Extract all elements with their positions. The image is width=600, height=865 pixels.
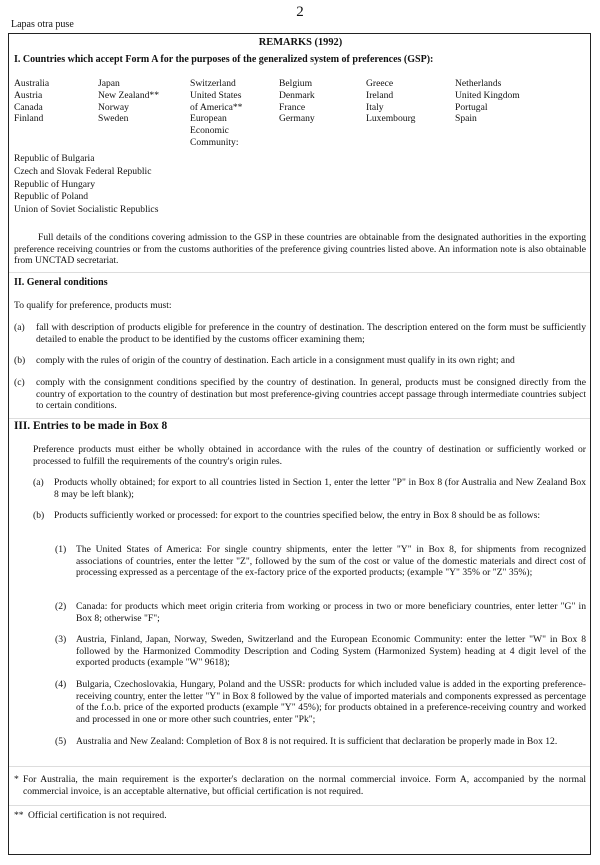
country: Ireland — [366, 89, 394, 101]
country: Japan — [98, 78, 120, 89]
remarks-title: REMARKS (1992) — [258, 37, 343, 48]
republic: Republic of Bulgaria — [14, 153, 95, 164]
item-text: Bulgaria, Czechoslovakia, Hungary, Poland and the USSR: products for which included value is added in the exporting preference-receiving country, enter the letter "Y" in Box 8 followed by the value of imported materials and components expressed as percentage of the f.o.b. price of the exported products (example "Y" 45%); for products obtained in a preference-receiving country and worked and processed in one or more other such countries, enter "Pk"; — [76, 679, 586, 725]
country: of America** — [190, 101, 243, 113]
condition-item-b — [14, 355, 586, 367]
country: Spain — [455, 113, 477, 125]
section-divider — [9, 418, 590, 419]
footnote-mark: ** — [14, 810, 24, 821]
item-label: (a) — [14, 322, 25, 333]
country: Switzerland — [190, 78, 236, 89]
section-1-heading: I. Countries which accept Form A for the purposes of the generalized system of preferences (GSP): — [14, 54, 434, 65]
item-label: (1) — [55, 544, 67, 555]
item-text: comply with the consignment conditions specified by the country of destination. In general, products must be consigned directly from the country of exportation to the country of destination but most preference-giving countries accept passage through intermediate countries subject to certain conditions. — [36, 377, 586, 412]
country: Norway — [98, 101, 129, 113]
country: Economic — [190, 125, 229, 137]
country-column-3 — [190, 78, 242, 149]
country: Austria — [14, 89, 43, 101]
item-label: (2) — [55, 601, 67, 612]
section-3-intro: Preference products must either be wholly obtained in accordance with the rules of the country of destination or sufficiently worked or processed to fulfill the requirements of the country's origin rules. — [33, 444, 586, 467]
condition-item-a — [14, 322, 586, 345]
entry-subitem-3 — [55, 634, 586, 669]
entry-item-a — [33, 477, 586, 500]
country: United States — [190, 89, 242, 101]
country: Australia — [14, 78, 50, 89]
entry-subitem-5 — [55, 736, 586, 748]
country: New Zealand** — [98, 89, 160, 101]
section-divider — [9, 766, 590, 767]
country: Germany — [279, 113, 315, 125]
section-2-heading: II. General conditions — [14, 277, 108, 288]
country: France — [279, 101, 306, 113]
country-column-1 — [14, 78, 49, 125]
item-label: (3) — [55, 634, 67, 645]
entry-subitem-1 — [55, 544, 586, 579]
republic: Republic of Poland — [14, 191, 89, 203]
country-column-6 — [455, 78, 520, 125]
item-text: Australia and New Zealand: Completion of Box 8 is not required. It is sufficient that declaration be properly made in Box 12. — [76, 736, 558, 747]
country: Netherlands — [455, 78, 502, 89]
footnote-mark: * — [14, 774, 19, 785]
footnote-text: Official certification is not required. — [28, 810, 167, 821]
section-divider — [9, 272, 590, 273]
item-text: Austria, Finland, Japan, Norway, Sweden, Switzerland and the European Economic Community: enter the letter "W" in Box 8 followed by the Harmonized Commodity Description and Coding System (Harmonized System) heading at 4 digit level of the exported products (example "W" 9618); — [76, 634, 586, 669]
item-label: (b) — [14, 355, 26, 366]
item-text: The United States of America: For single country shipments, enter the letter "Y" in Box 8, for shipments from recognized associations of countries, enter the letter "Z", followed by the sum of the cost or value of the domestic materials and direct cost of processing expressed as a percentage of the ex-factory price of the exported products; (example "Y" 35% or "Z" 35%); — [76, 544, 586, 579]
item-text: comply with the rules of origin of the country of destination. Each article in a consignment must qualify in its own right; and — [36, 355, 515, 366]
country: Italy — [366, 101, 384, 113]
item-label: (a) — [33, 477, 44, 488]
condition-item-c — [14, 377, 586, 412]
country: Finland — [14, 113, 44, 125]
republic: Union of Soviet Socialistic Republics — [14, 204, 159, 216]
item-label: (c) — [14, 377, 25, 388]
section-3-heading: III. Entries to be made in Box 8 — [14, 420, 168, 432]
item-label: (b) — [33, 510, 45, 521]
republic: Czech and Slovak Federal Republic — [14, 165, 152, 177]
remarks-box — [8, 33, 591, 855]
country: European — [190, 113, 227, 125]
item-text: fall with description of products eligible for preference in the country of destination. The description entered on the form must be sufficiently detailed to enable the product to be identified by the customs officer examining them; — [36, 322, 586, 345]
item-text: Canada: for products which meet origin criteria from working or process in two or more beneficiary countries, enter letter "G" in Box 8; otherwise "F"; — [76, 601, 586, 624]
top-note: Lapas otra puse — [11, 19, 74, 30]
item-text: Products wholly obtained; for export to all countries listed in Section 1, enter the letter "P" in Box 8 (for Australia and New Zealand Box 8 may be left blank); — [54, 477, 586, 500]
country: Luxembourg — [366, 113, 416, 125]
country: Belgium — [279, 78, 313, 89]
page-number: 2 — [296, 4, 304, 20]
country: Greece — [366, 78, 394, 89]
footnote-text: For Australia, the main requirement is the exporter's declaration on the normal commercial invoice. Form A, accompanied by the normal commercial invoice, is an acceptable alternative, but official certification is not required. — [23, 774, 586, 797]
country: Denmark — [279, 89, 315, 101]
item-text: Products sufficiently worked or processed: for export to the countries specified below, the entry in Box 8 should be as follows: — [54, 510, 540, 521]
country: United Kingdom — [455, 89, 520, 101]
country: Sweden — [98, 113, 129, 125]
section-1-details: Full details of the conditions covering admission to the GSP in these countries are obtainable from the designated authorities in the exporting preference receiving countries or from the customs authorities of the preference giving countries listed above. An information note is also obtainable from UNCTAD secretariat. — [14, 232, 586, 267]
item-label: (5) — [55, 736, 67, 747]
country: Portugal — [455, 101, 488, 113]
country-column-4 — [279, 78, 315, 125]
footnote-single-star — [14, 774, 586, 797]
entry-item-b — [33, 510, 586, 522]
country-column-5 — [366, 78, 415, 125]
footnote-divider — [9, 805, 590, 806]
entry-subitem-4 — [55, 679, 586, 725]
country: Canada — [14, 101, 43, 113]
entry-subitem-2 — [55, 601, 586, 624]
section-2-intro: To qualify for preference, products must: — [14, 300, 172, 311]
footnote-double-star — [14, 810, 586, 822]
republics-list — [14, 153, 158, 217]
republic: Republic of Hungary — [14, 178, 95, 190]
country: Community: — [190, 136, 239, 148]
country-column-2 — [98, 78, 159, 125]
item-label: (4) — [55, 679, 67, 690]
